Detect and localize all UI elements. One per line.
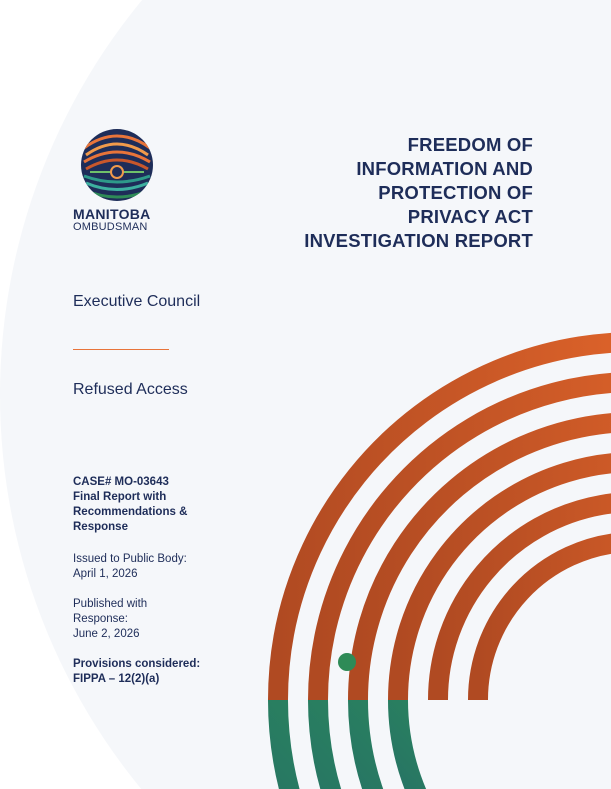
provisions-value: FIPPA – 12(2)(a): [73, 673, 160, 685]
manitoba-ombudsman-logo-icon: [80, 128, 154, 202]
case-type-line: Final Report with: [73, 491, 167, 503]
title-line: PRIVACY ACT: [407, 206, 533, 227]
report-title: [213, 133, 533, 253]
published-info: [73, 597, 147, 642]
provisions-info: [73, 657, 200, 687]
issued-date: April 1, 2026: [73, 568, 138, 580]
issue-type: Refused Access: [73, 381, 188, 398]
provisions-label: Provisions considered:: [73, 658, 201, 670]
public-body-name: Executive Council: [73, 293, 201, 310]
published-date: June 2, 2026: [73, 628, 140, 640]
case-type-line: Recommendations &: [73, 506, 188, 518]
title-line: INFORMATION AND: [356, 158, 533, 179]
published-label-line: Published with: [73, 598, 148, 610]
brand-name: MANITOBA: [73, 206, 151, 222]
brand-subname: OMBUDSMAN: [73, 221, 148, 233]
case-number: CASE# MO-03643: [73, 476, 169, 488]
arc-center-dot: [338, 653, 356, 671]
published-label-line: Response:: [73, 613, 128, 625]
issued-info: [73, 552, 187, 582]
case-type-line: Response: [73, 521, 128, 533]
title-line: FREEDOM OF: [407, 134, 533, 155]
case-info: [73, 475, 223, 535]
issued-label: Issued to Public Body:: [73, 553, 187, 565]
title-line: PROTECTION OF: [378, 182, 533, 203]
divider-line: [73, 349, 169, 350]
title-line: INVESTIGATION REPORT: [304, 230, 533, 251]
